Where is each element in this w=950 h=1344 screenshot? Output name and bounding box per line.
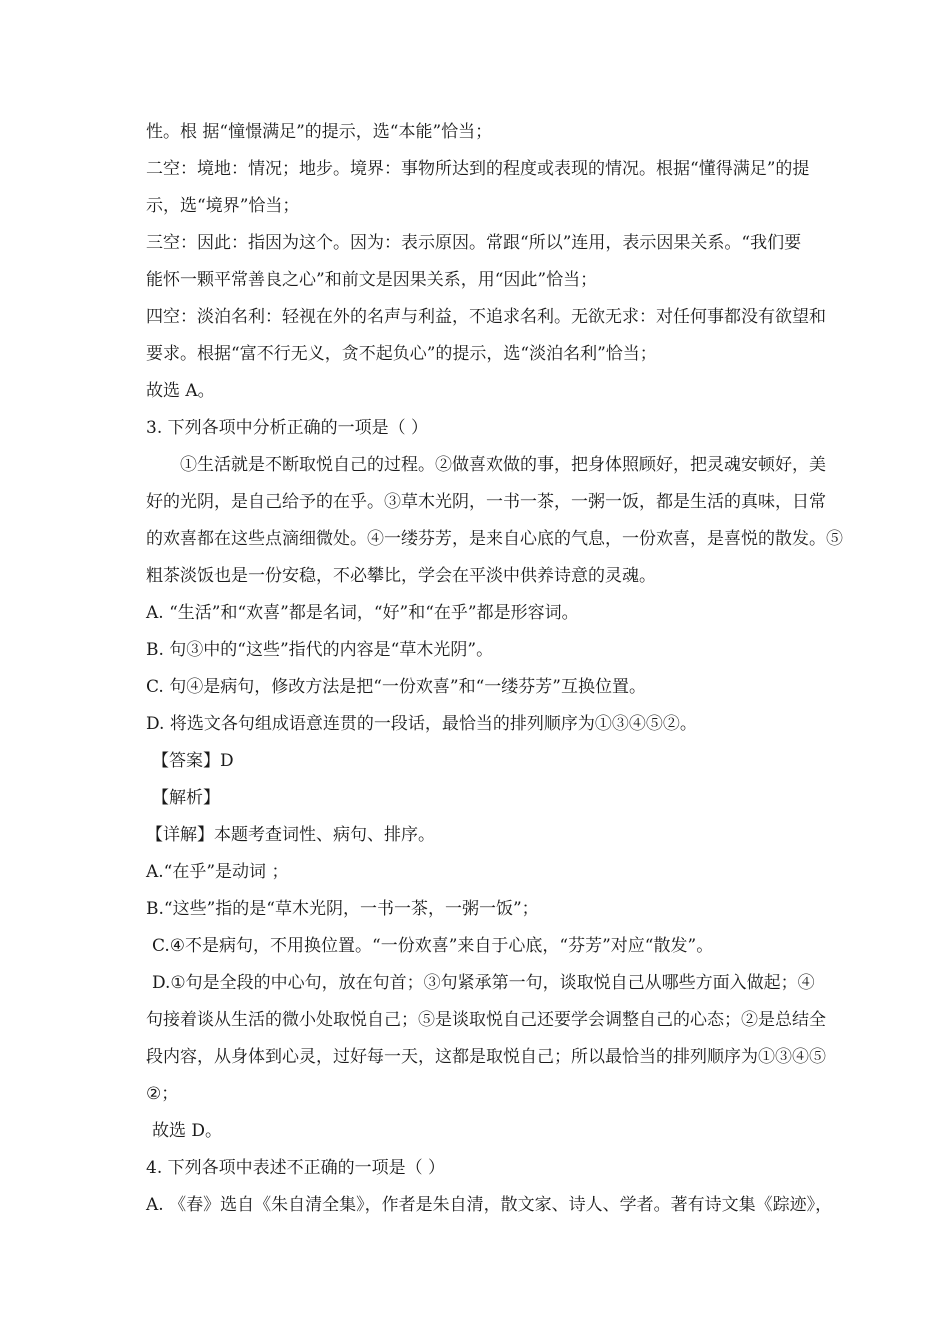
text-line: 故选 D。 [152,1121,223,1141]
text-line: A.“在乎”是动词 ； [146,862,289,882]
text-line: 四空：淡泊名利：轻视在外的名声与利益，不追求名利。无欲无求：对任何事都没有欲望和 [146,307,826,327]
text-line: 句接着谈从生活的微小处取悦自己；⑤是谈取悦自己还要学会调整自己的心态；②是总结全 [146,1010,826,1030]
document-body [146,114,843,1224]
text-line: 性。根 据“憧憬满足”的提示，选“本能”恰当； [146,122,493,142]
text-line: B. 句③中的“这些”指代的内容是“草木光阴”。 [146,640,494,660]
text-line: D. 将选文各句组成语意连贯的一段话，最恰当的排列顺序为①③④⑤②。 [146,714,697,734]
text-line: 【详解】本题考查词性、病句、排序。 [146,825,435,845]
text-line: 3. 下列各项中分析正确的一项是（ ） [146,418,429,438]
text-line: 二空：境地：情况；地步。境界：事物所达到的程度或表现的情况。根据“懂得满足”的提 [146,159,810,179]
text-line: C. 句④是病句，修改方法是把“一份欢喜”和“一缕芬芳”互换位置。 [146,677,646,697]
text-line: 能怀一颗平常善良之心”和前文是因果关系，用“因此”恰当； [146,270,598,290]
text-line: 故选 A。 [146,381,215,401]
text-line: 好的光阴，是自己给予的在乎。③草木光阴，一书一茶，一粥一饭，都是生活的真味，日常 [146,492,826,512]
text-line: ②； [146,1084,179,1104]
text-line: 示，选“境界”恰当； [146,196,300,216]
text-line: A. “生活”和“欢喜”都是名词，“好”和“在乎”都是形容词。 [146,603,579,623]
text-line: 4. 下列各项中表述不正确的一项是（ ） [146,1158,446,1178]
text-line: A. 《春》选自《朱自清全集》，作者是朱自清，散文家、诗人、学者。著有诗文集《踪迹》， [146,1195,833,1215]
text-line: 段内容，从身体到心灵，过好每一天，这都是取悦自己；所以最恰当的排列顺序为①③④⑤ [146,1047,826,1067]
text-line: B.“这些”指的是“草木光阴，一书一茶，一粥一饭”； [146,899,539,919]
text-line: 三空：因此：指因为这个。因为：表示原因。常跟“所以”连用，表示因果关系。“我们要 [146,233,802,253]
text-line: 【答案】D [152,751,234,771]
text-line: 要求。根据“富不行无义，贪不起负心”的提示，选“淡泊名利”恰当； [146,344,657,364]
text-line: D.①句是全段的中心句，放在句首；③句紧承第一句，谈取悦自己从哪些方面入做起；④ [152,973,815,993]
text-line: 【解析】 [152,788,220,808]
text-line: 粗茶淡饭也是一份安稳，不必攀比，学会在平淡中供养诗意的灵魂。 [146,566,656,586]
text-line: 的欢喜都在这些点滴细微处。④一缕芬芳，是来自心底的气息，一份欢喜，是喜悦的散发。⑤ [146,529,843,549]
text-line: C.④不是病句，不用换位置。“一份欢喜”来自于心底，“芬芳”对应“散发”。 [152,936,714,956]
text-line: ①生活就是不断取悦自己的过程。②做喜欢做的事，把身体照顾好，把灵魂安顿好，美 [180,455,826,475]
